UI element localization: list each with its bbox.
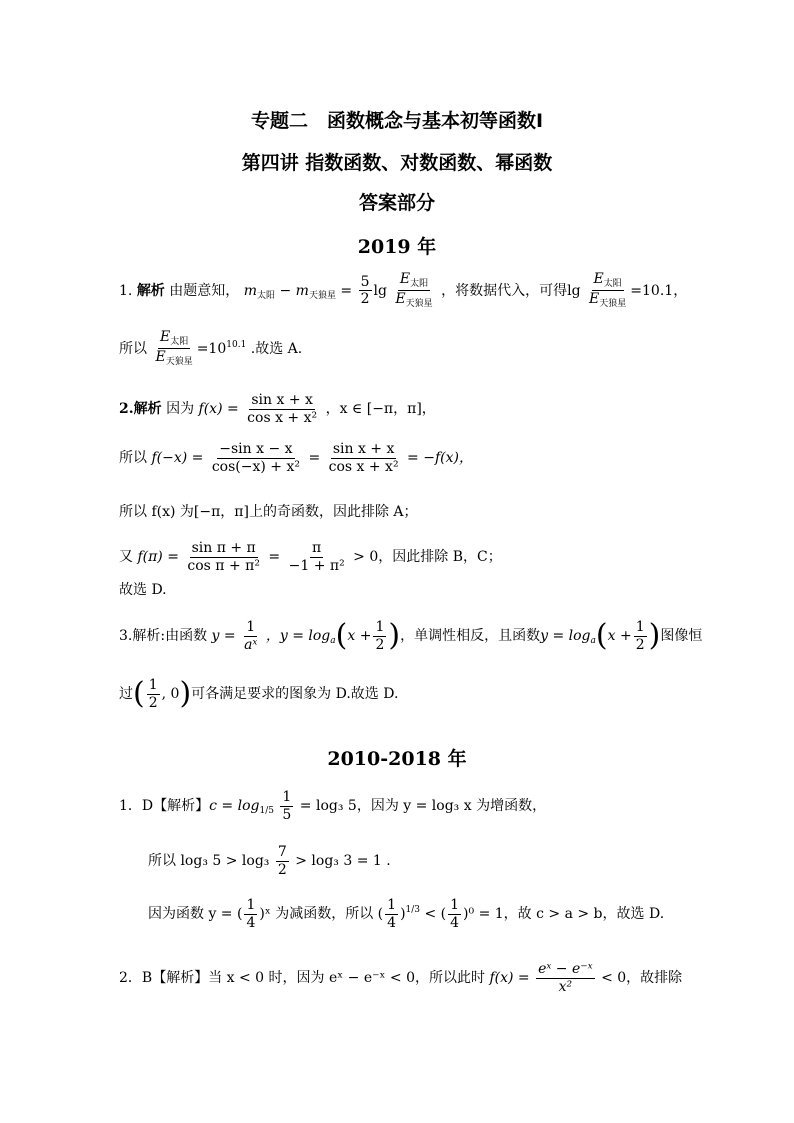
math-sub: 太阳 <box>257 290 276 301</box>
q2019-1-line1: 1. 解析 由题意知， $m_{太阳} - m_{天狼星}$ = $\frac{5}{2}$ lg $\frac{E_{太阳}}{E_{天狼星}}$ ，将数据代入，可得lg $\frac{E_{太阳}}{E_{天狼星}}$ =10.1， <box>119 271 688 310</box>
q2010-1-line1: 1．D【解析】$c = \log_{1/5}$ $\frac{1}{5}$ = log₃ 5，因为 y = log₃ x 为增函数， <box>119 789 547 823</box>
lecture-title: 第四讲 指数函数、对数函数、幂函数 <box>241 152 553 174</box>
q2019-2-line2: 所以 f(−x) = $\frac{\text{−sin x − x}}{\text{cos(−x) + x²}}$ = $\frac{\text{sin x + x}}{\text{cos x + x²}}$ = −f(x)， <box>119 441 473 475</box>
fraction: $\frac{\text{−sin x − x}}{\text{cos(−x) + x²}}$ <box>211 441 300 475</box>
q2010-2-line1: 2．B【解析】当 x < 0 时，因为 eˣ − e⁻ˣ < 0，所以此时 f(x) = $\frac{\text{eˣ − e⁻ˣ}}{\text{x²}}$ < 0，故排除 <box>119 961 683 995</box>
paren-right: ) <box>179 676 192 712</box>
q2010-1-line2: 所以 log₃ 5 > log₃ $\frac{7}{2}$ > log₃ 3 = 1 . <box>148 844 391 878</box>
math: f(π) = <box>137 549 179 566</box>
fraction: $\frac{1}{4}$ <box>450 897 460 931</box>
fraction: $\frac{\text{sin x + x}}{\text{cos x + x²}}$ <box>328 441 399 475</box>
math-value: =10.1 <box>630 282 674 299</box>
fraction: $\frac{1}{2}$ <box>375 619 385 653</box>
q2019-3-line2: 过( $\frac{1}{2}$ , 0)可各满足要求的图象为 D.故选 D. <box>119 676 399 712</box>
fraction: $\frac{E_{太阳}}{E_{天狼星}}$ <box>589 271 627 310</box>
analysis-label: 解析 <box>133 401 162 418</box>
math: f(x) = <box>198 401 239 418</box>
question-number: 1. <box>119 282 133 299</box>
fraction: $\frac{\text{eˣ − e⁻ˣ}}{\text{x²}}$ <box>538 961 593 995</box>
year-heading-2019: 2019 年 <box>357 236 437 258</box>
math-sub: 天狼星 <box>308 290 336 301</box>
q2019-3-line1: 3.解析:由函数 y = $\frac{1}{\text{aˣ}}$ ，$y = \log_a(x$ + $\frac{1}{2}$ )，单调性相反，且函数$y = \log_a(x$ + $\frac{1}{2}$ )图像恒 <box>119 618 703 654</box>
text: 由题意知， <box>169 282 240 299</box>
fraction: $\frac{1}{2}$ <box>148 677 158 711</box>
paren-right: ) <box>648 618 661 654</box>
fraction: $\frac{5}{2}$ <box>360 273 370 308</box>
year-heading-2010-2018: 2010-2018 年 <box>327 748 467 770</box>
fraction: $\frac{1}{\text{aˣ}}$ <box>244 619 258 653</box>
math-lg: lg <box>373 282 387 299</box>
math-op: = <box>340 282 353 299</box>
paren-left: ( <box>335 618 348 654</box>
text: .故选 A. <box>250 340 303 357</box>
q2010-1-line3: 因为函数 y = ( $\frac{1}{4}$ )ˣ 为减函数，所以 ( $\frac{1}{4}$ )$^{1/3}$ < ( $\frac{1}{4}$ )⁰ = 1，故 c > a > b，故选 D. <box>148 897 665 931</box>
q2019-1-line2 <box>119 330 302 368</box>
page-title: 专题二 函数概念与基本初等函数Ⅰ <box>250 110 544 132</box>
math: f(−x) = <box>151 450 204 467</box>
text: 所以 <box>119 340 147 357</box>
text: ，将数据代入，可得 <box>441 282 568 299</box>
q2019-2-line5: 故选 D. <box>119 582 167 598</box>
q2019-2-line3: 所以 f(x) 为[−π，π]上的奇函数，因此排除 A； <box>119 504 418 520</box>
fraction: $\frac{E_{太阳}}{E_{天狼星}}$ <box>395 271 433 310</box>
fraction: $\frac{1}{4}$ <box>246 897 256 931</box>
math-op: − <box>279 282 292 299</box>
fraction: $\frac{1}{2}$ <box>635 619 645 653</box>
math-exp: 10.1 <box>226 339 247 350</box>
fraction: $\frac{7}{2}$ <box>277 844 287 878</box>
math-value: =10 <box>196 340 227 357</box>
paren-right: ) <box>388 618 401 654</box>
fraction: $\frac{\text{sin π + π}}{\text{cos π + π²}}$ <box>187 540 260 574</box>
fraction: $\frac{E_{太阳}}{E_{天狼星}}$ <box>155 329 193 368</box>
q2019-2-line4: 又 f(π) = $\frac{\text{sin π + π}}{\text{cos π + π²}}$ = $\frac{\pi}{\text{−1 + π²}}$ > 0，因此排除 B，C； <box>119 540 502 574</box>
fraction: $\frac{\text{sin x + x}}{\text{cos x + x²}}$ <box>247 392 318 426</box>
math-m: m <box>243 282 257 299</box>
fraction: $\frac{1}{4}$ <box>387 897 397 931</box>
q2019-2-line1: 2.解析 因为 f(x) = $\frac{\text{sin x + x}}{\text{cos x + x²}}$ ，x ∈ [−π，π]， <box>119 392 436 426</box>
paren-left: ( <box>595 618 608 654</box>
paren-left: ( <box>133 676 145 712</box>
math-m: m <box>295 282 309 299</box>
fraction: $\frac{\pi}{\text{−1 + π²}}$ <box>288 540 345 574</box>
answer-section-title: 答案部分 <box>358 192 435 214</box>
analysis-label: 解析 <box>136 282 165 299</box>
analysis-label: 解析: <box>132 628 166 645</box>
fraction: $\frac{1}{5}$ <box>282 789 292 823</box>
math-lg: lg <box>567 282 581 299</box>
